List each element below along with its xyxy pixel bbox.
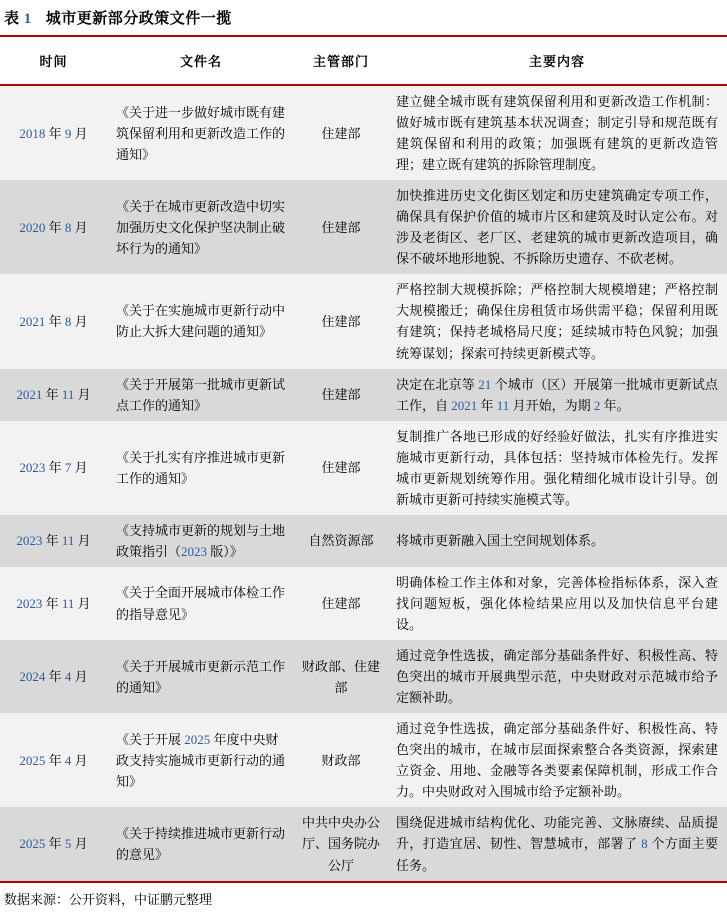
cell-department: 住建部 [321, 595, 361, 611]
table-row [0, 180, 727, 274]
table-row [0, 369, 727, 421]
col-header-content: 主要内容 [387, 36, 727, 85]
data-source-note: 数据来源：公开资料，中证鹏元整理 [4, 891, 213, 907]
cell-time: 2023 年 11 月 [16, 595, 91, 611]
policy-table [0, 35, 727, 883]
cell-document-name: 《关于开展第一批城市更新试点工作的通知》 [116, 376, 286, 413]
cell-department: 中共中央办公厅、国务院办公厅 [301, 815, 380, 873]
table-title [0, 5, 727, 35]
table-row [0, 85, 727, 180]
table-row [0, 274, 727, 368]
cell-document-name: 《关于持续推进城市更新行动的意见》 [116, 825, 286, 862]
col-header-department: 主管部门 [295, 36, 387, 85]
table-title-text: 城市更新部分政策文件一揽 [45, 11, 232, 27]
cell-main-content: 通过竞争性选拔，确定部分基础条件好、积极性高、特色突出的城市，在城市层面探索整合各类资源，探索建立资金、用地、金融等各类要素保障机制，形成工作合力。中央财政对入围城市给予定额补助。 [396, 721, 718, 800]
cell-main-content: 明确体检工作主体和对象，完善体检指标体系，深入查找问题短板，强化体检结果应用以及加快信息平台建设。 [396, 574, 718, 633]
cell-time: 2025 年 5 月 [19, 836, 88, 852]
table-body [0, 85, 727, 882]
cell-main-content: 围绕促进城市结构优化、功能完善、文脉赓续、品质提升，打造宜居、韧性、智慧城市，部署了 8 个方面主要任务。 [396, 815, 718, 873]
cell-time: 2023 年 11 月 [16, 533, 91, 549]
cell-department: 住建部 [321, 460, 361, 476]
cell-time: 2025 年 4 月 [19, 752, 88, 768]
cell-document-name: 《支持城市更新的规划与土地政策指引（2023 版）》 [116, 522, 286, 559]
cell-department: 自然资源部 [308, 533, 374, 549]
table-row [0, 567, 727, 640]
table-row [0, 640, 727, 713]
cell-document-name: 《关于在城市更新改造中切实加强历史文化保护坚决制止破坏行为的通知》 [116, 198, 286, 256]
col-header-time: 时间 [0, 36, 107, 85]
col-header-docname: 文件名 [107, 36, 295, 85]
cell-time: 2021 年 11 月 [16, 387, 91, 403]
cell-document-name: 《关于进一步做好城市既有建筑保留利用和更新改造工作的通知》 [116, 104, 286, 162]
cell-main-content: 决定在北京等 21 个城市（区）开展第一批城市更新试点工作，自 2021 年 11 月开始，为期 2 年。 [396, 376, 718, 413]
cell-department: 财政部 [321, 752, 361, 768]
cell-main-content: 复制推广各地已形成的好经验好做法，扎实有序推进实施城市更新行动，具体包括：坚持城市体检先行。发挥城市更新规划统筹作用。强化精细化城市设计引导。创新城市更新可持续实施模式等。 [396, 428, 718, 507]
cell-department: 住建部 [321, 387, 361, 403]
cell-department: 财政部、住建部 [301, 658, 380, 695]
cell-department: 住建部 [321, 219, 361, 235]
cell-time: 2020 年 8 月 [19, 219, 88, 235]
table-row [0, 421, 727, 515]
cell-main-content: 通过竞争性选拔，确定部分基础条件好、积极性高、特色突出的城市开展典型示范，中央财政对示范城市给予定额补助。 [396, 648, 718, 706]
cell-document-name: 《关于开展城市更新示范工作的通知》 [116, 658, 286, 695]
cell-time: 2024 年 4 月 [19, 669, 88, 685]
table-row [0, 515, 727, 567]
table-row [0, 713, 727, 807]
header-row [0, 36, 727, 85]
cell-document-name: 《关于全面开展城市体检工作的指导意见》 [116, 585, 286, 622]
cell-document-name: 《关于开展 2025 年度中央财政支持实施城市更新行动的通知》 [116, 731, 286, 789]
cell-department: 住建部 [321, 125, 361, 141]
cell-main-content: 加快推进历史文化街区划定和历史建筑确定专项工作，确保具有保护价值的城市片区和建筑及时认定公布。对涉及老街区、老厂区、老建筑的城市更新改造项目，确保不破坏地形地貌、不拆除历史遗存、不砍老树。 [396, 188, 718, 267]
cell-time: 2023 年 7 月 [19, 460, 88, 476]
cell-document-name: 《关于扎实有序推进城市更新工作的通知》 [116, 449, 286, 486]
table-row [0, 807, 727, 881]
cell-department: 住建部 [321, 313, 361, 329]
cell-main-content: 建立健全城市既有建筑保留利用和更新改造工作机制：做好城市既有建筑基本状况调查；制定引导和规范既有建筑保留和利用的政策；加强既有建筑的更新改造管理；建立既有建筑的拆除管理制度。 [396, 94, 718, 173]
cell-document-name: 《关于在实施城市更新行动中防止大拆大建问题的通知》 [116, 303, 286, 340]
cell-time: 2021 年 8 月 [19, 313, 88, 329]
cell-main-content: 将城市更新融入国土空间规划体系。 [396, 533, 605, 549]
cell-main-content: 严格控制大规模拆除；严格控制大规模增建；严格控制大规模搬迁；确保住房租赁市场供需平稳；保留利用既有建筑；保持老城格局尺度；延续城市特色风貌；加强统筹谋划；探索可持续更新模式等。 [396, 282, 718, 361]
cell-time: 2018 年 9 月 [19, 125, 88, 141]
table-number-label: 表 1 [4, 11, 32, 27]
